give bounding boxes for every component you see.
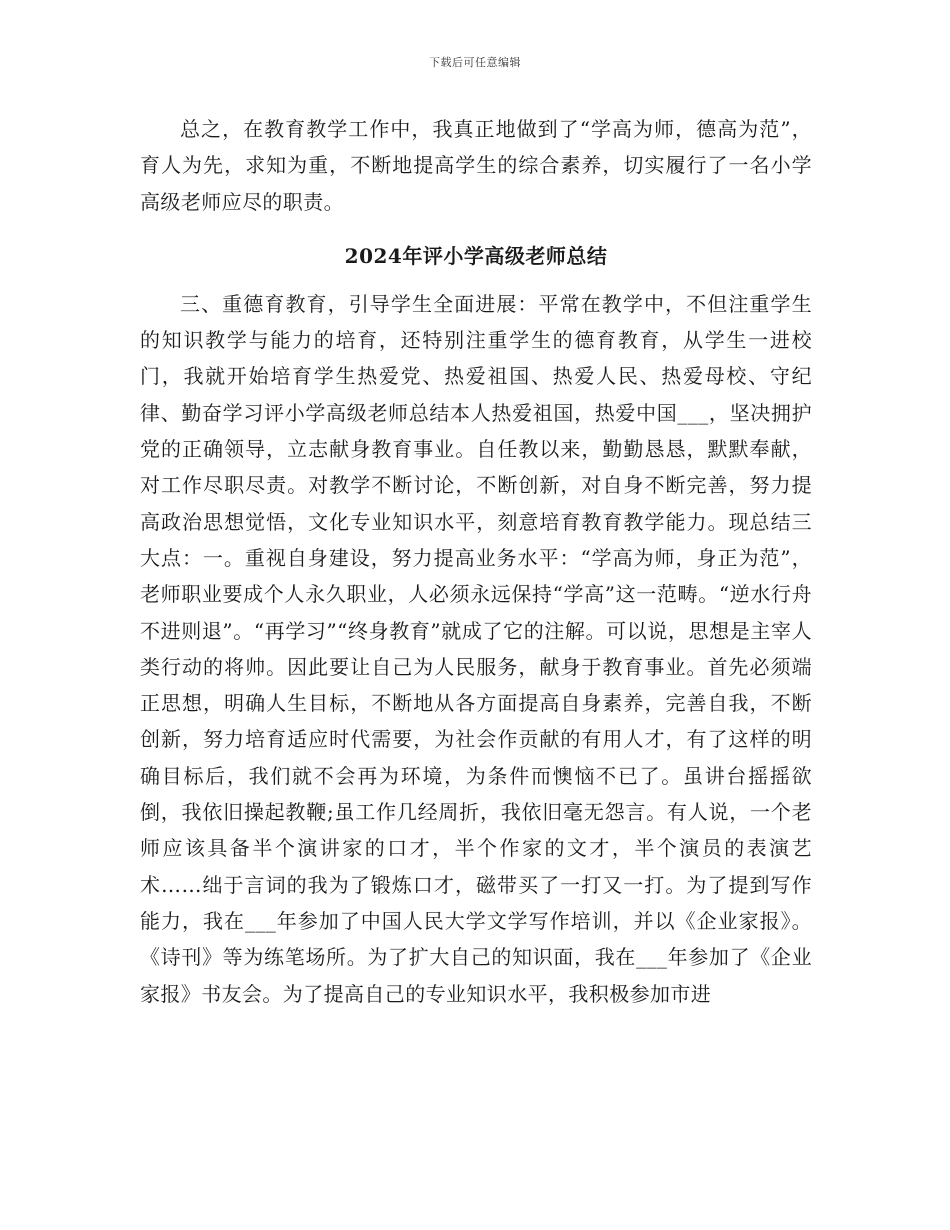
- intro-paragraph: 总之，在教育教学工作中，我真正地做到了“学高为师，德高为范”，育人为先，求知为重，不断地提高学生的综合素养，切实履行了一名小学高级老师应尽的职责。: [140, 117, 812, 214]
- body-paragraph: 三、重德育教育，引导学生全面进展：平常在教学中，不但注重学生的知识教学与能力的培育，还特别注重学生的德育教育，从学生一进校门，我就开始培育学生热爱党、热爱祖国、热爱人民、热爱母校、守纪律、勤奋学习评小学高级老师总结本人热爱祖国，热爱中国___，坚决拥护党的正确领导，立志献身教育事业。自任教以来，勤勤恳恳，默默奉献，对工作尽职尽责。对教学不断讨论，不断创新，对自身不断完善，努力提高政治思想觉悟，文化专业知识水平，刻意培育教育教学能力。现总结三大点：一。重视自身建设，努力提高业务水平：“学高为师，身正为范”，老师职业要成个人永久职业，人必须永远保持“学高”这一范畴。“逆水行舟不进则退”。“再学习”“终身教育”就成了它的注解。可以说，思想是主宰人类行动的将帅。因此要让自己为人民服务，献身于教育事业。首先必须端正思想，明确人生目标，不断地从各方面提高自身素养，完善自我，不断创新，努力培育适应时代需要，为社会作贡献的有用人才，有了这样的明确目标后，我们就不会再为环境，为条件而懊恼不已了。虽讲台摇摇欲倒，我依旧操起教鞭;虽工作几经周折，我依旧毫无怨言。有人说，一个老师应该具备半个演讲家的口才，半个作家的文才，半个演员的表演艺术……绌于言词的我为了锻炼口才，磁带买了一打又一打。为了提到写作能力，我在___年参加了中国人民大学文学写作培训，并以《企业家报》。《诗刊》等为练笔场所。为了扩大自己的知识面，我在___年参加了《企业家报》书友会。为了提高自己的专业知识水平，我积极参加市进: [140, 291, 812, 1006]
- document-title: 2024年评小学高级老师总结: [344, 243, 608, 268]
- page-header-note: 下载后可任意编辑: [429, 56, 521, 69]
- document-body: [140, 111, 812, 1012]
